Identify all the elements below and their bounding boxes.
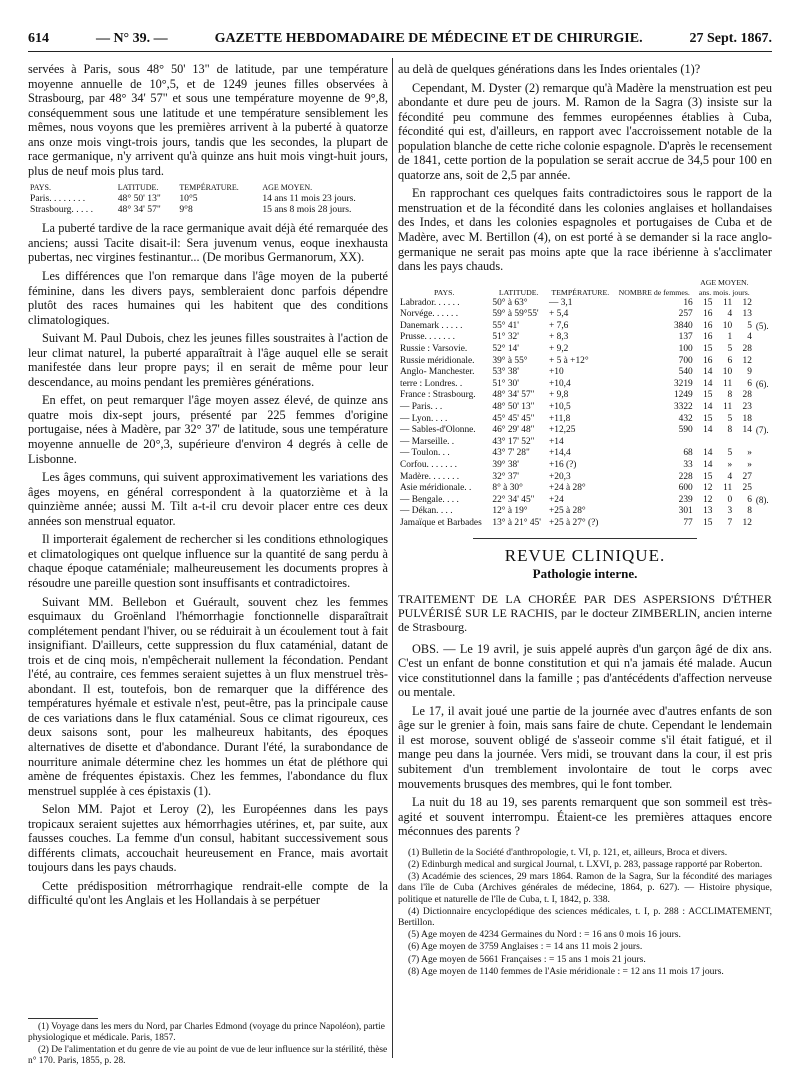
- table-cell: +25 à 28°: [549, 506, 586, 517]
- table-cell: 13° à 21° 45': [492, 517, 541, 528]
- column-divider: [392, 58, 393, 1058]
- footnote: (7) Age moyen de 5661 Françaises : = 15 ans 1 mois 21 jours.: [408, 953, 646, 965]
- table-cell: 10: [722, 320, 733, 331]
- right-column: [398, 62, 772, 978]
- table-cell: + 5 à +12°: [549, 355, 589, 366]
- table-cell: Jamaïque et Barbades: [400, 517, 482, 528]
- table-cell: +20,3: [549, 471, 571, 482]
- table-cell: 51° 32': [492, 332, 519, 343]
- table-cell: Norvége. . . . . .: [400, 309, 459, 320]
- paragraph: En rapprochant ces quelques faits contradictoires sous le rapport de la menstruation et de la fécondité dans les colonies anglaises et hollandaises des Indes, et dans les colonies espagnoles et portugaises de Cuba et de Madère, avec M. Bertillon (4), on est porté à se demander si la race anglo-germanique ne serait pas moins apte que la race ibérienne à s'acclimater dans les pays chauds.: [398, 186, 772, 274]
- table-cell: 4: [727, 309, 733, 320]
- paragraph: Suivant MM. Bellebon et Guérault, souvent chez les femmes esquimaux du Groënland l'hémorrhagie fonctionnelle disparaîtrait complétement pendant l'hiver, ou se réduirait à un écoulement tout à fait insignifiant. D'ailleurs, cette suppression du flux cataménial, datant de trois et de cinq mois, n'empêcherait nullement la fécondation. Pendant l'été, au contraire, ces femmes seraient sujettes à un flux menstruel très-abondant. Il est, toutefois, bon de remarquer que la différence des températures hyémale et estivale n'est, peut-être, pas la principale cause de ces variations dans le flux cataménial. Sous ce climat rigoureux, ces deux saisons sont, pour les malheureux habitants, des époques alternatives de disette et d'abondance. Durant l'été, la surabondance de nourriture animale détermine chez les hommes un état de pléthore qui amène de fréquentes épistaxis. Chez les femmes, l'abondance du flux menstruel supplée à ces épistaxis (1).: [28, 594, 388, 798]
- footnote-rule: [28, 1018, 98, 1019]
- table-cell: 12: [703, 483, 713, 494]
- page-number: 614: [28, 31, 49, 46]
- paragraph: servées à Paris, sous 48° 50' 13" de latitude, par une température moyenne annuelle de 10°,5, et de 1249 jeunes filles observées à Strasbourg, par 48° 34' 57" et sous une température moyenne de 9°,8, conséquemment sous une latitude et une température sensiblement les mêmes, nous voyons que les premières arrivent à la puberté à quatorze ans onze mois vingt-trois jours, tandis que les secondes, la plupart de race germanique, n'y arrivent qu'à quinze ans huit mois vingt-huit jours, plus de neuf mois plus tard.: [28, 62, 388, 178]
- table-cell: 9°8: [179, 204, 193, 216]
- table-cell: (8).: [755, 494, 769, 505]
- table-cell: +14: [549, 436, 564, 447]
- table-cell: 10°5: [179, 193, 198, 205]
- table-cell: 12° à 19°: [492, 506, 528, 517]
- table-cell: 15: [703, 471, 713, 482]
- table-cell: [754, 448, 772, 460]
- table-cell: [754, 472, 772, 484]
- table-cell: [695, 437, 715, 449]
- issue-number: — N° 39. —: [95, 31, 168, 46]
- paragraph: Les différences que l'on remarque dans l'âge moyen de la puberté féminine, dans les divers pays, sembleraient donc parfois dépendre plutôt des races humaines qui les habitent que des conditions climatologiques.: [28, 269, 388, 327]
- table-cell: Labrador. . . . . .: [400, 297, 460, 308]
- footnote: (3) Académie des sciences, 29 mars 1864. Ramon de la Sagra, Sur la fécondité des mariages dans l'île de Cuba (Archives générales de médecine, 1864, p. 627). — Histoire physique, politique et naturelle de l'île de Cuba, t. I, 1842, p. 338.: [398, 871, 772, 905]
- table-cell: [754, 332, 772, 344]
- table-cell: + 8,3: [549, 332, 569, 343]
- puberty-table: [28, 182, 388, 215]
- table-cell: 43° 17' 52": [492, 436, 535, 447]
- table-cell: + 7,6: [549, 320, 569, 331]
- table-cell: 12: [742, 517, 752, 528]
- footnote: (2) Edinburgh medical and surgical Journal, t. LXVI, p. 283, passage rapporté par Roberton.: [408, 858, 763, 870]
- table-cell: 3219: [673, 378, 693, 389]
- table-cell: 16: [703, 355, 713, 366]
- paragraph: au delà de quelques générations dans les Indes orientales (1)?: [398, 62, 701, 76]
- table-cell: [754, 518, 772, 530]
- table-cell: 48° 34' 57": [492, 390, 535, 401]
- table-cell: 25: [742, 483, 752, 494]
- paragraph: La nuit du 18 au 19, ses parents remarquent que son sommeil est très-agité et souvent interrompu. Étaient-ce les premières attaques encore méconnues des parents ?: [398, 795, 772, 839]
- article-title: TRAITEMENT DE LA CHORÉE PAR DES ASPERSIONS D'ÉTHER PULVÉRISÉ SUR LE RACHIS, par le docteur ZIMBERLIN, ancien interne de Strasbourg.: [398, 591, 772, 634]
- table-cell: [754, 402, 772, 414]
- table-cell: — Paris. . .: [400, 402, 443, 412]
- table-cell: 13: [742, 309, 752, 320]
- table-cell: [754, 506, 772, 518]
- menstruation-table: [398, 278, 772, 530]
- table-cell: +10,4: [549, 378, 571, 389]
- table-cell: [614, 437, 695, 449]
- table-row: [398, 506, 772, 518]
- table-cell: 1: [727, 332, 733, 343]
- footnote: (1) Bulletin de la Société d'anthropologie, t. VI, p. 121, et, ailleurs, Broca et divers.: [408, 846, 728, 858]
- table-row: [398, 448, 772, 460]
- column-header: LATITUDE.: [498, 287, 539, 297]
- table-cell: [734, 437, 754, 449]
- table-cell: +24: [549, 494, 564, 505]
- table-cell: 33: [683, 459, 693, 470]
- table-cell: (6).: [755, 378, 769, 389]
- table-cell: 4: [727, 471, 733, 482]
- table-cell: 8: [727, 390, 733, 401]
- table-cell: [754, 367, 772, 379]
- table-cell: 14 ans 11 mois 23 jours.: [262, 193, 356, 205]
- table-cell: Strasbourg. . . . .: [30, 204, 93, 216]
- table-cell: 432: [678, 413, 693, 424]
- table-row: [398, 518, 772, 530]
- table-cell: 15: [703, 344, 713, 355]
- table-cell: 32° 37': [492, 471, 519, 482]
- table-row: [398, 402, 772, 414]
- table-cell: +11,8: [549, 413, 571, 424]
- table-cell: 15: [703, 517, 713, 528]
- table-row: [398, 437, 772, 449]
- table-row: [398, 495, 772, 507]
- table-cell: 13: [703, 506, 713, 517]
- table-cell: 301: [678, 506, 693, 517]
- table-cell: 257: [678, 309, 693, 320]
- table-cell: 11: [723, 402, 733, 412]
- table-cell: 239: [678, 494, 693, 505]
- table-cell: 39° 38': [492, 459, 519, 470]
- paragraph: Selon MM. Pajot et Leroy (2), les Européennes dans les pays tropicaux seraient sujettes aux hémorrhagies utérines, et, par suite, aux fausses couches. La femme d'un consul, habitant successivement sous différents climats, accouchait heureusement en France, mais avortait toujours dans les pays chauds.: [28, 802, 388, 875]
- table-row: [398, 414, 772, 426]
- table-cell: — Toulon. . .: [400, 448, 450, 459]
- footnote: (5) Age moyen de 4234 Germaines du Nord : = 16 ans 0 mois 16 jours.: [408, 929, 681, 941]
- table-cell: 39° à 55°: [492, 355, 528, 366]
- table-cell: [714, 437, 734, 449]
- table-cell: 11: [723, 297, 733, 308]
- table-cell: — 3,1: [549, 297, 573, 308]
- table-cell: Anglo- Manchester.: [400, 367, 475, 378]
- table-cell: [754, 414, 772, 426]
- table-cell: 8: [727, 425, 733, 436]
- table-cell: 15: [703, 297, 713, 308]
- table-cell: Russie méridionale.: [400, 355, 475, 366]
- table-cell: — Dékan. . . .: [400, 506, 453, 517]
- table-cell: 1249: [673, 390, 693, 401]
- table-cell: 48° 50' 13": [492, 402, 535, 412]
- column-header: NOMBRE de femmes.: [618, 287, 690, 297]
- column-header: PAYS.: [30, 183, 51, 193]
- table-cell: 137: [678, 332, 693, 343]
- paragraph: Il importerait également de rechercher si les conditions ethnologiques et climatologiques ont quelque influence sur la quantité de sang perdu à chaque époque cataméniale; malheureusement les documents propres à résoudre une pareille question sont insuffisants et contradictoires.: [28, 532, 388, 590]
- column-header: [695, 278, 754, 298]
- table-row: [398, 390, 772, 402]
- table-cell: — Sables-d'Olonne.: [400, 425, 476, 436]
- column-header: [754, 278, 772, 298]
- table-cell: 28: [742, 344, 752, 355]
- paragraph: Cette prédisposition métrorrhagique rendrait-elle compte de la difficulté qu'ont les Anglais et les Hollandais à se perpétuer: [28, 878, 388, 908]
- column-header: LATITUDE.: [117, 183, 159, 193]
- table-cell: 14: [703, 459, 713, 470]
- table-cell: 46° 29' 48": [492, 425, 535, 436]
- table-cell: [754, 356, 772, 368]
- table-cell: [754, 298, 772, 310]
- paragraph: Le 17, il avait joué une partie de la journée avec d'autres enfants de son âge sur le grenier à foin, mais sans faire de chute. Cependant le lendemain il est morose, souvent obligé de s'asseoir comme s'il était fatigué, et il mange peu dans la journée. Vers midi, se trouvant dans la cour, il est pris subitement d'un tremblement involontaire de tout le corps avec mouvements brusques des membres, qui le font tomber.: [398, 703, 772, 791]
- paragraph: Cependant, M. Dyster (2) remarque qu'à Madère la menstruation est peu abondante et dure peu de jours. M. Ramon de la Sagra (3) insiste sur la fécondité peu commune des femmes européennes établies à Cuba, fécondité qui est, d'ailleurs, en rapport avec l'accroissement notable de la population blanche de cette riche colonie espagnole. D'après le recensement de 1841, cette portion de la population se serait accrue de 34,5 pour 100 en quatorze ans, soit de 2,5 par année.: [398, 80, 772, 182]
- table-row: [398, 472, 772, 484]
- table-header-row: [28, 182, 388, 193]
- table-cell: 7: [727, 517, 733, 528]
- issue-date: 27 Sept. 1867.: [689, 31, 772, 46]
- table-cell: Danemark . . . . .: [400, 320, 463, 331]
- table-cell: 12: [703, 494, 713, 505]
- table-cell: Prusse. . . . . . .: [400, 332, 455, 343]
- table-row: [28, 204, 388, 215]
- section-title: REVUE CLINIQUE.: [504, 545, 666, 565]
- table-cell: 59° à 59°55': [492, 309, 539, 320]
- table-cell: 6: [747, 494, 752, 505]
- table-cell: 23: [742, 402, 752, 412]
- table-cell: 14: [742, 425, 752, 436]
- table-cell: 15: [703, 413, 713, 424]
- table-cell: +12,25: [549, 425, 576, 436]
- table-cell: 48° 50' 13": [117, 193, 161, 205]
- table-cell: [754, 460, 772, 472]
- table-cell: 18: [742, 413, 752, 424]
- table-cell: +25 à 27° (?): [549, 517, 599, 528]
- table-cell: 16: [703, 320, 713, 331]
- table-row: [398, 356, 772, 368]
- left-footnotes: [28, 1018, 388, 1068]
- table-cell: +14,4: [549, 448, 571, 459]
- table-cell: + 9,8: [549, 390, 569, 401]
- table-cell: + 5,4: [549, 309, 569, 320]
- table-cell: 14: [703, 425, 713, 436]
- table-cell: 9: [747, 367, 752, 378]
- table-row: [398, 379, 772, 391]
- paragraph: Suivant M. Paul Dubois, chez les jeunes filles soustraites à l'action de leur climat naturel, la puberté apparaîtrait à l'âge auquel elle se serait manifestée dans leur propre pays; il en serait de même pour leur descendance, au moins pendant les premières générations.: [28, 331, 388, 389]
- table-header-row: [398, 278, 772, 298]
- table-cell: »: [747, 459, 752, 470]
- section-divider: [473, 538, 697, 539]
- column-header: PAYS.: [433, 287, 455, 297]
- table-row: [398, 483, 772, 495]
- journal-title: GAZETTE HEBDOMADAIRE DE MÉDECINE ET DE CHIRURGIE.: [214, 31, 643, 46]
- table-cell: Asie méridionale. .: [400, 483, 472, 494]
- table-cell: +16 (?): [549, 459, 577, 470]
- right-footnotes: [398, 847, 772, 977]
- table-cell: 55° 41': [492, 320, 519, 331]
- table-cell: 16: [683, 297, 693, 308]
- table-row: [398, 332, 772, 344]
- table-cell: 15: [703, 390, 713, 401]
- table-cell: 52° 14': [492, 344, 519, 355]
- table-row: [398, 298, 772, 310]
- table-cell: Corfou. . . . . . .: [400, 459, 458, 470]
- footnote: (2) De l'alimentation et du genre de vie au point de vue de leur influence sur la stérilité, thèse n° 170. Paris, 1855, p. 28.: [28, 1045, 388, 1066]
- table-cell: 4: [747, 332, 752, 343]
- table-cell: 22° 34' 45": [492, 494, 535, 505]
- table-cell: Paris. . . . . . . .: [30, 193, 86, 205]
- table-cell: [754, 344, 772, 356]
- table-cell: »: [747, 448, 752, 459]
- table-cell: 68: [683, 448, 693, 459]
- table-cell: 0: [727, 494, 733, 505]
- header-rule: [28, 51, 772, 52]
- table-cell: 14: [703, 367, 713, 378]
- table-cell: 51° 30': [492, 378, 519, 389]
- table-cell: — Bengale. . . .: [400, 494, 459, 505]
- table-cell: 5: [727, 344, 733, 355]
- table-cell: 8: [747, 506, 752, 517]
- table-cell: — Marseille. .: [400, 436, 455, 447]
- table-cell: [754, 309, 772, 321]
- age-subheader: ans. mois. jours.: [698, 287, 750, 297]
- table-cell: 5: [747, 320, 752, 331]
- table-cell: 3322: [673, 402, 693, 412]
- table-cell: 48° 34' 57": [117, 204, 161, 216]
- table-cell: 11: [723, 378, 733, 389]
- section-subtitle: Pathologie interne.: [532, 566, 638, 582]
- table-cell: terre : Londres. .: [400, 378, 463, 389]
- table-cell: [754, 390, 772, 402]
- table-cell: 11: [723, 483, 733, 494]
- table-cell: 53° 38': [492, 367, 519, 378]
- table-cell: 6: [727, 355, 733, 366]
- table-cell: Russie : Varsovie.: [400, 344, 468, 355]
- table-body: [398, 298, 772, 530]
- table-row: [28, 193, 388, 204]
- column-header: TEMPÉRATURE.: [179, 183, 239, 193]
- table-cell: +10,5: [549, 402, 571, 412]
- paragraph: OBS. — Le 19 avril, je suis appelé auprès d'un garçon âgé de dix ans. C'est un enfant de bonne constitution et qui n'a jamais été malade. Aucun vice constitutionnel dans la famille ; pas d'antécédents d'affection nerveuse ou mentale.: [398, 641, 772, 700]
- table-cell: 10: [722, 367, 733, 378]
- table-cell: 77: [683, 517, 693, 528]
- table-cell: 600: [678, 483, 693, 494]
- table-cell: + 9,2: [549, 344, 569, 355]
- table-cell: 5: [727, 448, 733, 459]
- table-cell: 50° à 63°: [492, 297, 528, 308]
- footnote: (1) Voyage dans les mers du Nord, par Charles Edmond (voyage du prince Napoléon), partie physiologique et médicale. Paris, 1857.: [28, 1022, 385, 1043]
- table-cell: 14: [703, 378, 713, 389]
- page-header: [28, 28, 772, 50]
- footnote: (4) Dictionnaire encyclopédique des sciences médicales, t. I, p. 288 : ACCLIMATEMENT, Bertillon.: [398, 905, 772, 928]
- table-cell: [754, 483, 772, 495]
- paragraph: La puberté tardive de la race germanique avait déjà été remarquée des anciens; aussi Tacite disait-il: Sera juvenum venus, eoque inexhausta pubertas, nec virgines festinantur... (De moribus Germanorum, XX).: [28, 221, 388, 265]
- table-cell: 43° 7' 28": [492, 448, 530, 459]
- table-row: [398, 344, 772, 356]
- table-cell: — Lyon. . . .: [400, 413, 448, 424]
- table-cell: 700: [678, 355, 693, 366]
- table-cell: France : Strasbourg.: [400, 390, 476, 401]
- left-column: [28, 62, 388, 912]
- table-row: [398, 460, 772, 472]
- table-cell: 16: [703, 332, 713, 343]
- table-cell: 28: [742, 390, 752, 401]
- table-cell: 15 ans 8 mois 28 jours.: [262, 204, 352, 216]
- table-cell: 5: [727, 413, 733, 424]
- paragraph: En effet, on peut remarquer l'âge moyen assez élevé, de quinze ans quatre mois dix-sept jours, présenté par 225 femmes d'origine portugaise, nées à Madère, par 32° 37' de latitude, sous une température moyenne annuelle de 20°,3, supérieure d'environ 4 degrés à celle de Lisbonne.: [28, 393, 388, 466]
- table-row: [398, 309, 772, 321]
- table-cell: 540: [678, 367, 693, 378]
- table-cell: 8° à 30°: [492, 483, 523, 494]
- table-cell: 228: [678, 471, 693, 482]
- table-cell: 3840: [673, 320, 693, 331]
- table-cell: +24 à 28°: [549, 483, 586, 494]
- table-cell: 14: [703, 402, 713, 412]
- column-header: AGE MOYEN.: [262, 183, 313, 193]
- table-cell: 45° 45' 45": [492, 413, 535, 424]
- table-cell: 100: [678, 344, 693, 355]
- table-cell: 12: [742, 355, 752, 366]
- table-cell: »: [727, 459, 733, 470]
- table-row: [398, 367, 772, 379]
- table-cell: [754, 437, 772, 449]
- table-cell: 16: [703, 309, 713, 320]
- table-cell: (7).: [755, 425, 769, 436]
- footnote: (8) Age moyen de 1140 femmes de l'Asie méridionale : = 12 ans 11 mois 17 jours.: [408, 965, 724, 977]
- table-cell: 6: [747, 378, 752, 389]
- table-cell: +10: [549, 367, 564, 378]
- table-cell: 14: [703, 448, 713, 459]
- table-row: [398, 425, 772, 437]
- table-cell: 27: [742, 471, 752, 482]
- table-cell: Madère. . . . . . .: [400, 471, 460, 482]
- table-cell: 590: [678, 425, 693, 436]
- table-cell: (5).: [755, 320, 769, 331]
- table-cell: 12: [742, 297, 752, 308]
- table-row: [398, 321, 772, 333]
- column-header: TEMPÉRATURE.: [551, 287, 610, 297]
- table-cell: 3: [727, 506, 733, 517]
- footnote: (6) Age moyen de 3759 Anglaises : = 14 ans 11 mois 2 jours.: [408, 941, 643, 953]
- age-header: AGE MOYEN.: [700, 277, 749, 287]
- paragraph: Les âges communs, qui suivent approximativement les variations des âges moyens, en général correspondent à la quatorzième et à la quinzième année; aussi M. Tilt a-t-il cru devoir placer entre ces deux années son menstrual equator.: [28, 470, 388, 528]
